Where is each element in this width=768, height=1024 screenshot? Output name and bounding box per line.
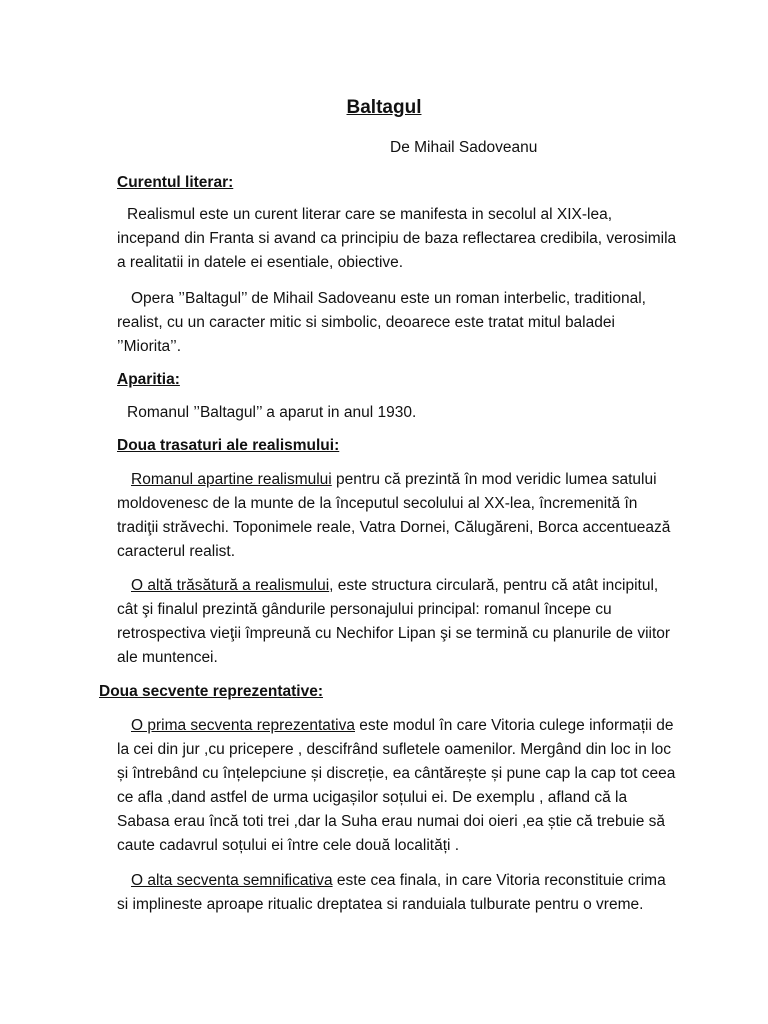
paragraph-trasatura-1-text: pentru că prezintă în mod veridic lumea satului moldovenesc de la munte de la începutul secolului al XX-lea, încremenită în tradiţii străvechi. Toponimele reale, Vatra Dornei, Călugăreni, Borca accentuează caracterul realist. <box>117 471 671 560</box>
paragraph-trasatura-1 <box>117 468 677 564</box>
paragraph-trasatura-2 <box>117 574 677 670</box>
document-author: De Mihail Sadoveanu <box>390 139 538 156</box>
paragraph-secventa-2 <box>117 869 677 917</box>
document-title: Baltagul <box>346 97 422 118</box>
paragraph-realism-definition: Realismul este un curent literar care se manifesta in secolul al XIX-lea, incepand din Franta si avand ca principiu de baza reflectarea credibila, verosimila a realitatii in datele ei esentiale, obiective. <box>117 206 677 271</box>
underlined-phrase-trasatura-2: O altă trăsătură a realismului <box>131 577 330 594</box>
underlined-phrase-trasatura-1: Romanul apartine realismului <box>131 471 332 488</box>
underlined-phrase-secventa-2: O alta secventa semnificativa <box>131 872 333 889</box>
paragraph-trasatura-2-text: , este structura circulară, pentru că atât incipitul, cât şi finalul prezintă gândurile personajului principal: romanul începe cu retrospectiva vieţii împreună cu Nechifor Lipan şi se termină cu planurile de viitor ale muntencei. <box>117 577 671 666</box>
heading-aparitia: Aparitia: <box>117 371 180 388</box>
heading-trasaturi-realism: Doua trasaturi ale realismului: <box>117 437 340 454</box>
paragraph-secventa-1-text: este modul în care Vitoria culege informații de la cei din jur ,cu pricepere , descifrând sufletele oamenilor. Mergând din loc in loc și întrebând cu înțelepciune și discreție, ea cântărește și pune cap la cap tot ceea ce afla ,dand astfel de urma ucigașilor soțului ei. De exemplu , afland că la Sabasa erau încă toti trei ,dar la Suha erau numai doi oieri ,ea știe că trebuie să caute cadavrul soțului ei între cele două localități . <box>117 717 676 854</box>
paragraph-secventa-1 <box>117 714 677 858</box>
paragraph-aparitia: Romanul ’’Baltagul’’ a aparut in anul 1930. <box>127 404 417 421</box>
underlined-phrase-secventa-1: O prima secventa reprezentativa <box>131 717 355 734</box>
heading-curentul-literar: Curentul literar: <box>117 174 234 191</box>
heading-secvente-reprezentative: Doua secvente reprezentative: <box>99 683 323 700</box>
paragraph-opera-baltagul: Opera ’’Baltagul’’ de Mihail Sadoveanu este un roman interbelic, traditional, realist, cu un caracter mitic si simbolic, deoarece este tratat mitul baladei ’’Miorita’’. <box>117 290 646 355</box>
paragraph-secventa-2-text: este cea finala, in care Vitoria reconstituie crima si implineste aproape ritualic dreptatea si randuiala tulburate pentru o vreme. <box>117 872 666 913</box>
